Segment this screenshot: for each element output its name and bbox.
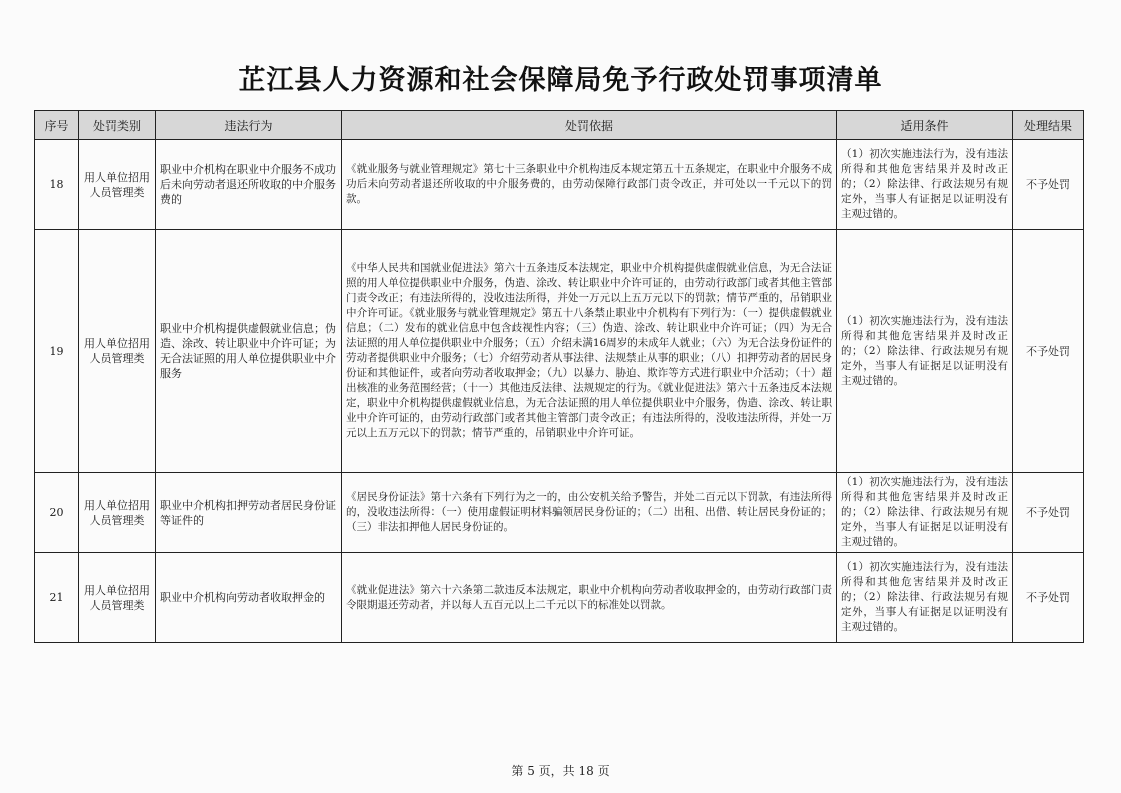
row-result: 不予处罚 [1013, 140, 1084, 230]
penalty-table [34, 110, 1084, 643]
row-basis: 《就业服务与就业管理规定》第七十三条职业中介机构违反本规定第五十五条规定，在职业中介服务不成功后未向劳动者退还所收取的中介服务费的，由劳动保障行政部门责令改正，并可处以一千元以下的罚款。 [342, 140, 837, 230]
row-condition: （1）初次实施违法行为，没有违法所得和其他危害结果并及时改正的；（2）除法律、行政法规另有规定外，当事人有证据足以证明没有主观过错的。 [837, 553, 1013, 643]
row-category: 用人单位招用人员管理类 [79, 140, 156, 230]
row-basis: 《中华人民共和国就业促进法》第六十五条违反本法规定，职业中介机构提供虚假就业信息，为无合法证照的用人单位提供职业中介服务，伪造、涂改、转让职业中介许可证的，由劳动行政部门或者其他主管部门责令改正；有违法所得的，没收违法所得，并处一万元以上五万元以下的罚款；情节严重的，吊销职业中介许可证。《就业服务与就业管理规定》第五十八条禁止职业中介机构有下列行为：（一）提供虚假就业信息；（二）发布的就业信息中包含歧视性内容；（三）伪造、涂改、转让职业中介许可证；（四）为无合法证照的用人单位提供职业中介服务；（五）介绍未满16周岁的未成年人就业；（六）为无合法身份证件的劳动者提供职业中介服务；（七）介绍劳动者从事法律、法规禁止从事的职业；（八）扣押劳动者的居民身份证和其他证件，或者向劳动者收取押金；（九）以暴力、胁迫、欺诈等方式进行职业中介活动；（十）超出核准的业务范围经营；（十一）其他违反法律、法规规定的行为。《就业促进法》第六十五条违反本法规定，职业中介机构提供虚假就业信息，为无合法证照的用人单位提供职业中介服务，伪造、涂改、转让职业中介许可证的，由劳动行政部门或者其他主管部门责令改正；有违法所得的，没收违法所得，并处一万元以上五万元以下的罚款；情节严重的，吊销职业中介许可证。 [342, 230, 837, 473]
table-row [35, 140, 1084, 230]
table-row [35, 230, 1084, 473]
page-title: 芷江县人力资源和社会保障局免予行政处罚事项清单 [238, 65, 883, 96]
row-result: 不予处罚 [1013, 230, 1084, 473]
header-condition: 适用条件 [837, 111, 1013, 140]
row-result: 不予处罚 [1013, 553, 1084, 643]
row-result: 不予处罚 [1013, 473, 1084, 553]
row-basis: 《就业促进法》第六十六条第二款违反本法规定，职业中介机构向劳动者收取押金的，由劳动行政部门责令限期退还劳动者，并以每人五百元以上二千元以下的标准处以罚款。 [342, 553, 837, 643]
row-category: 用人单位招用人员管理类 [79, 553, 156, 643]
header-num: 序号 [35, 111, 79, 140]
row-act: 职业中介机构向劳动者收取押金的 [156, 553, 342, 643]
row-category: 用人单位招用人员管理类 [79, 230, 156, 473]
table-row [35, 473, 1084, 553]
table-header-row [35, 111, 1084, 140]
row-condition: （1）初次实施违法行为，没有违法所得和其他危害结果并及时改正的；（2）除法律、行政法规另有规定外，当事人有证据足以证明没有主观过错的。 [837, 473, 1013, 553]
page-footer: 第 5 页，共 18 页 [511, 764, 610, 778]
row-number: 21 [35, 553, 79, 643]
table-row [35, 553, 1084, 643]
row-basis: 《居民身份证法》第十六条有下列行为之一的，由公安机关给予警告，并处二百元以下罚款，有违法所得的，没收违法所得：（一）使用虚假证明材料骗领居民身份证的；（二）出租、出借、转让居民身份证的；（三）非法扣押他人居民身份证的。 [342, 473, 837, 553]
row-category: 用人单位招用人员管理类 [79, 473, 156, 553]
header-category: 处罚类别 [79, 111, 156, 140]
header-act: 违法行为 [156, 111, 342, 140]
header-result: 处理结果 [1013, 111, 1084, 140]
row-condition: （1）初次实施违法行为，没有违法所得和其他危害结果并及时改正的；（2）除法律、行政法规另有规定外，当事人有证据足以证明没有主观过错的。 [837, 230, 1013, 473]
row-condition: （1）初次实施违法行为，没有违法所得和其他危害结果并及时改正的；（2）除法律、行政法规另有规定外，当事人有证据足以证明没有主观过错的。 [837, 140, 1013, 230]
row-act: 职业中介机构在职业中介服务不成功后未向劳动者退还所收取的中介服务费的 [156, 140, 342, 230]
row-act: 职业中介机构扣押劳动者居民身份证等证件的 [156, 473, 342, 553]
row-number: 20 [35, 473, 79, 553]
header-basis: 处罚依据 [342, 111, 837, 140]
row-act: 职业中介机构提供虚假就业信息；伪造、涂改、转让职业中介许可证；为无合法证照的用人单位提供职业中介服务 [156, 230, 342, 473]
row-number: 18 [35, 140, 79, 230]
row-number: 19 [35, 230, 79, 473]
